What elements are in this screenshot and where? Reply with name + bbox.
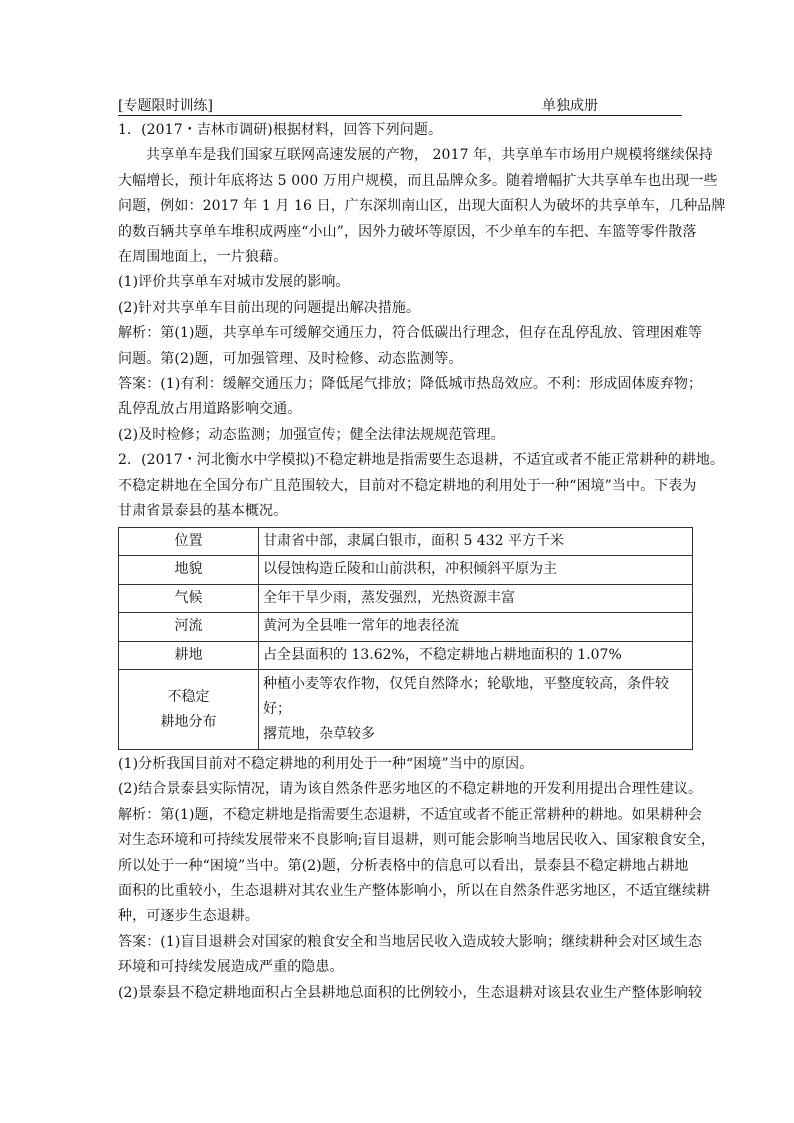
q2-intro-line: 甘肃省景泰县的基本概况。 [118,503,288,520]
content [118,118,726,1006]
table-row [119,613,693,642]
table-value-cell: 黄河为全县唯一常年的地表径流 [259,613,693,642]
table-key-cell: 耕地 [119,641,259,670]
q1-answer-line: (2)及时检修；动态监测；加强宣传；健全法律法规规范管理。 [118,426,505,443]
table-row [119,584,693,613]
q2-analysis-line: 所以处于一种“困境”当中。第(2)题，分析表格中的信息可以看出，景泰县不稳定耕地占耕地 [118,857,689,874]
table-key-cell: 位置 [119,527,259,556]
table-value-line: 撂荒地，杂草较多 [263,726,375,742]
q1-answer-line: 答案：(1)有利：缓解交通压力；降低尾气排放；降低城市热岛效应。不利：形成固体废弃物； [118,376,703,393]
table-key-line: 不稳定 [167,688,210,705]
header-note: 单独成册 [542,98,598,114]
q1-analysis-line: 解析：第(1)题，共享单车可缓解交通压力，符合低碳出行理念，但存在乱停乱放、管理困难等 [118,325,703,342]
section-header [118,95,682,116]
q2-analysis-line: 种，可逐步生态退耕。 [118,908,259,925]
table-key-line: 耕地分布 [160,713,217,730]
q2-answer-line: (2)景泰县不稳定耕地面积占全县耕地总面积的比例较小，生态退耕对该县农业生产整体影响较 [118,984,703,1001]
table-row [119,641,693,670]
q1-material-line: 共享单车是我们国家互联网高速发展的产物， 2017 年，共享单车市场用户规模将继续保持 [146,147,713,164]
q2-subquestion-2: (2)结合景泰县实际情况，请为该自然条件恶劣地区的不稳定耕地的开发利用提出合理性建议。 [118,781,703,798]
q1-title: 1．(2017・吉林市调研)根据材料，回答下列问题。 [118,122,443,138]
q2-answer-line: 答案：(1)盲目退耕会对国家的粮食安全和当地居民收入造成较大影响；继续耕种会对区域生态 [118,933,703,950]
q1-material-line: 问题，例如：2017 年 1 月 16 日，广东深圳南山区，出现大面积人为破坏的共享单车，几种品牌 [118,198,726,215]
table-value-cell [259,670,693,750]
header-title: [专题限时训练] [118,98,213,114]
q1-subquestion-1: (1)评价共享单车对城市发展的影响。 [118,274,350,291]
q1-material-line: 大幅增长，预计年底将达 5 000 万用户规模，而且品牌众多。随着增幅扩大共享单车也出现一些 [118,172,718,189]
table-key-cell: 气候 [119,584,259,613]
table-value-cell: 占全县面积的 13.62%，不稳定耕地占耕地面积的 1.07% [259,641,693,670]
table-key-cell: 地貌 [119,556,259,585]
table-value-cell: 以侵蚀构造丘陵和山前洪积，冲积倾斜平原为主 [259,556,693,585]
table-row [119,670,693,750]
table-value-line: 种植小麦等农作物，仅凭自然降水；轮歇地，平整度较高，条件较好； [263,676,669,717]
table-value-cell: 甘肃省中部，隶属白银市，面积 5 432 平方千米 [259,527,693,556]
q2-answer-line: 环境和可持续发展造成严重的隐患。 [118,959,344,976]
county-info-table [118,527,693,751]
q1-subquestion-2: (2)针对共享单车目前出现的问题提出解决措施。 [118,299,421,316]
q1-analysis-line: 问题。第(2)题，可加强管理、及时检修、动态监测等。 [118,350,463,367]
q2-intro-line: 不稳定耕地在全国分布广且范围较大，目前对不稳定耕地的利用处于一种“困境”当中。下表为 [118,477,697,494]
q2-intro-line: 2．(2017・河北衡水中学模拟)不稳定耕地是指需要生态退耕，不适宜或者不能正常耕种的耕地。 [118,452,725,469]
table-value-cell: 全年干旱少雨，蒸发强烈，光热资源丰富 [259,584,693,613]
table-row [119,527,693,556]
q2-analysis-line: 解析：第(1)题，不稳定耕地是指需要生态退耕，不适宜或者不能正常耕种的耕地。如果耕种会 [118,806,703,823]
q2-analysis-line: 面积的比重较小，生态退耕对其农业生产整体影响小，所以在自然条件恶劣地区，不适宜继续耕 [118,883,711,900]
q1-material-line: 在周围地面上，一片狼藉。 [118,249,288,266]
table-key-cell: 河流 [119,613,259,642]
q2-analysis-line: 对生态环境和可持续发展带来不良影响;盲目退耕，则可能会影响当地居民收入、国家粮食安全， [118,832,716,849]
q1-material-line: 的数百辆共享单车堆积成两座“小山”，因外力破坏等原因，不少单车的车把、车篮等零件散落 [118,223,697,240]
table-row [119,556,693,585]
q2-subquestion-1: (1)分析我国目前对不稳定耕地的利用处于一种“困境”当中的原因。 [118,756,534,772]
table-key-cell [119,670,259,750]
q1-answer-line: 乱停乱放占用道路影响交通。 [118,401,302,418]
